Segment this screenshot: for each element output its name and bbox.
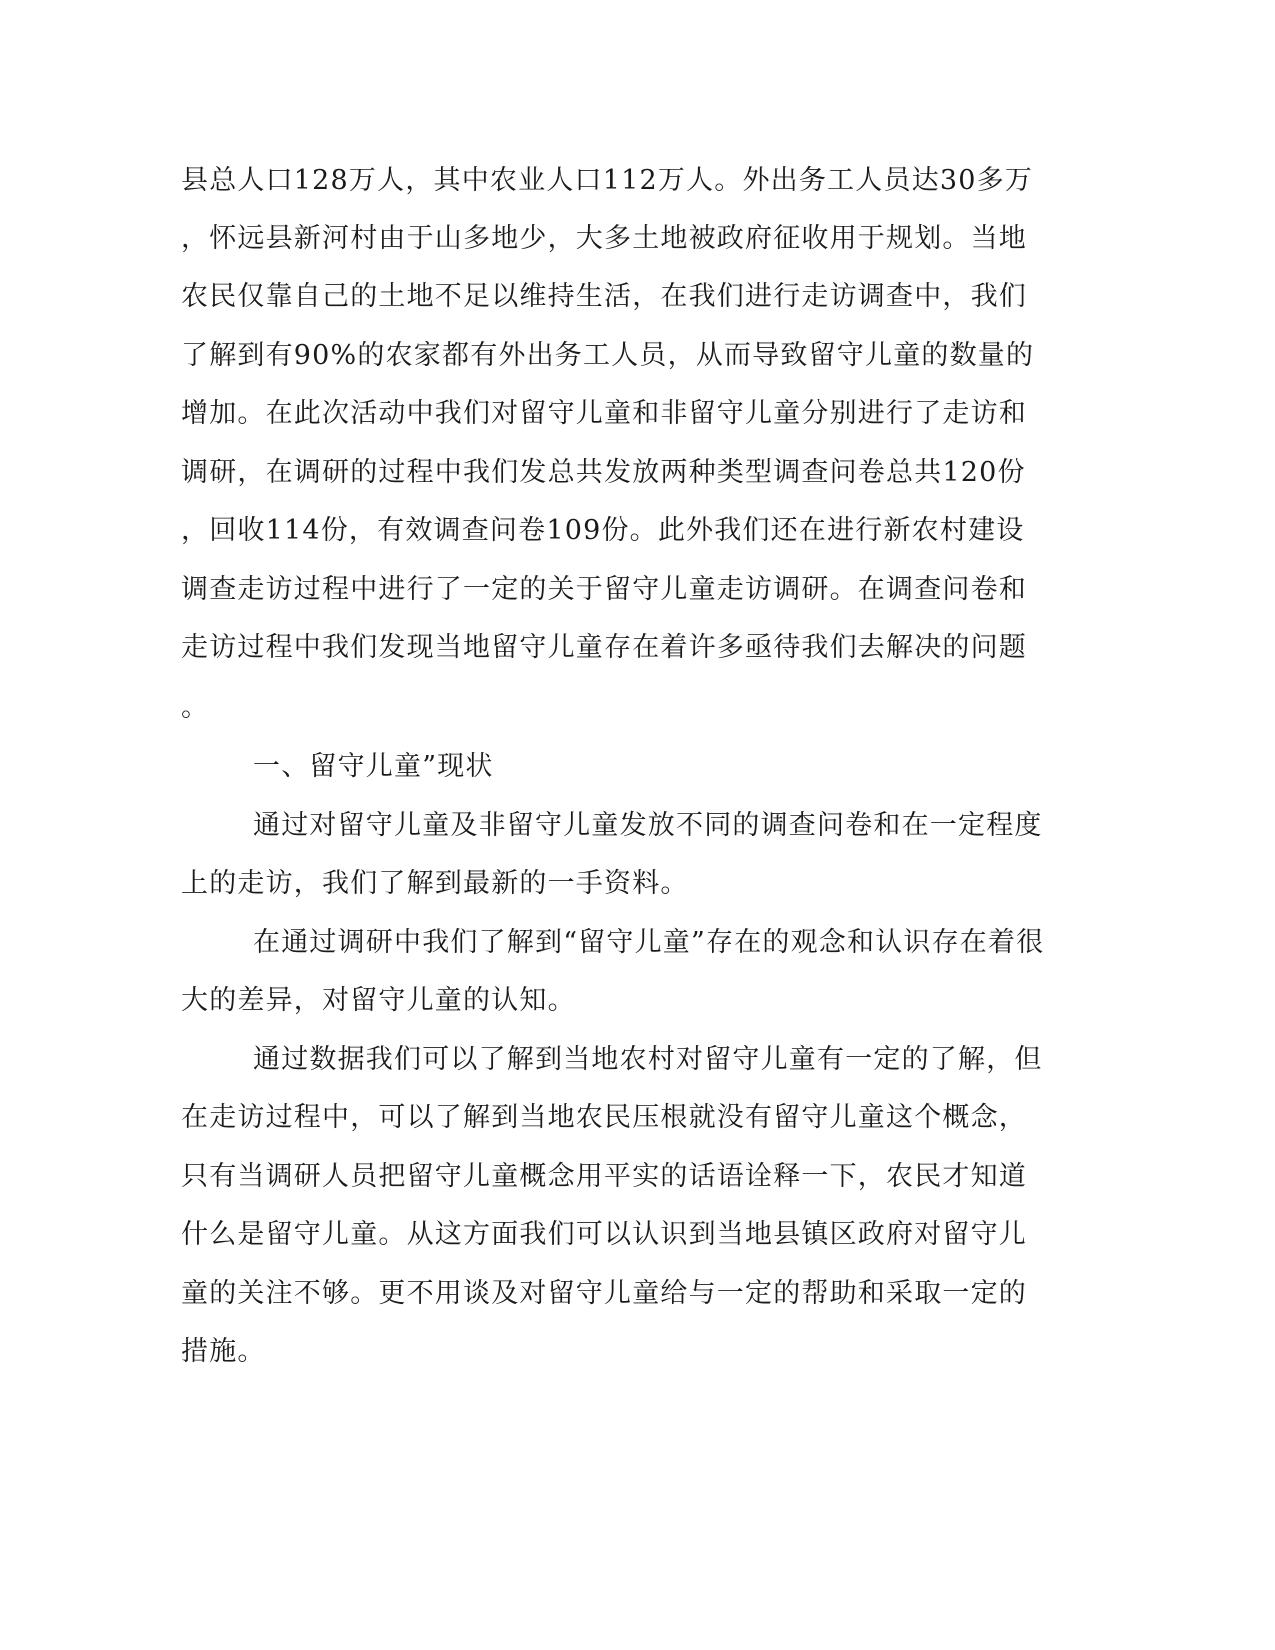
paragraph-line: 走访过程中我们发现当地留守儿童存在着许多亟待我们去解决的问题	[181, 632, 1027, 663]
paragraph-line: 在通过调研中我们了解到“留守儿童”存在的观念和认识存在着很	[253, 927, 1045, 958]
paragraph-line: 童的关注不够。更不用谈及对留守儿童给与一定的帮助和采取一定的	[181, 1278, 1027, 1309]
paragraph-line: 通过对留守儿童及非留守儿童发放不同的调查问卷和在一定程度	[253, 810, 1043, 841]
paragraph-line: 了解到有90%的农家都有外出务工人员，从而导致留守儿童的数量的	[181, 340, 1035, 371]
paragraph-line: ，回收114份，有效调查问卷109份。此外我们还在进行新农村建设	[181, 515, 1025, 546]
paragraph-line: ，怀远县新河村由于山多地少，大多土地被政府征收用于规划。当地	[181, 223, 1027, 254]
paragraph-line: 县总人口128万人，其中农业人口112万人。外出务工人员达30多万	[181, 165, 1034, 196]
paragraph-line: 。	[181, 692, 210, 723]
paragraph-line: 上的走访，我们了解到最新的一手资料。	[181, 868, 689, 899]
paragraph-line: 大的差异，对留守儿童的认知。	[181, 985, 576, 1016]
paragraph-line: 措施。	[181, 1336, 266, 1367]
paragraph-line: 调研，在调研的过程中我们发总共发放两种类型调查问卷总共120份	[181, 457, 1026, 488]
paragraph-line: 在走访过程中，可以了解到当地农民压根就没有留守儿童这个概念，	[181, 1102, 1027, 1133]
paragraph-line: 只有当调研人员把留守儿童概念用平实的话语诠释一下，农民才知道	[181, 1161, 1027, 1192]
section-heading: 一、留守儿童”现状	[253, 751, 494, 782]
paragraph-line: 调查走访过程中进行了一定的关于留守儿童走访调研。在调查问卷和	[181, 574, 1027, 605]
paragraph-line: 通过数据我们可以了解到当地农村对留守儿童有一定的了解，但	[253, 1044, 1043, 1075]
paragraph-line: 农民仅靠自己的土地不足以维持生活，在我们进行走访调查中，我们	[181, 281, 1027, 312]
paragraph-line: 增加。在此次活动中我们对留守儿童和非留守儿童分别进行了走访和	[181, 398, 1027, 429]
paragraph-line: 什么是留守儿童。从这方面我们可以认识到当地县镇区政府对留守儿	[181, 1219, 1027, 1250]
